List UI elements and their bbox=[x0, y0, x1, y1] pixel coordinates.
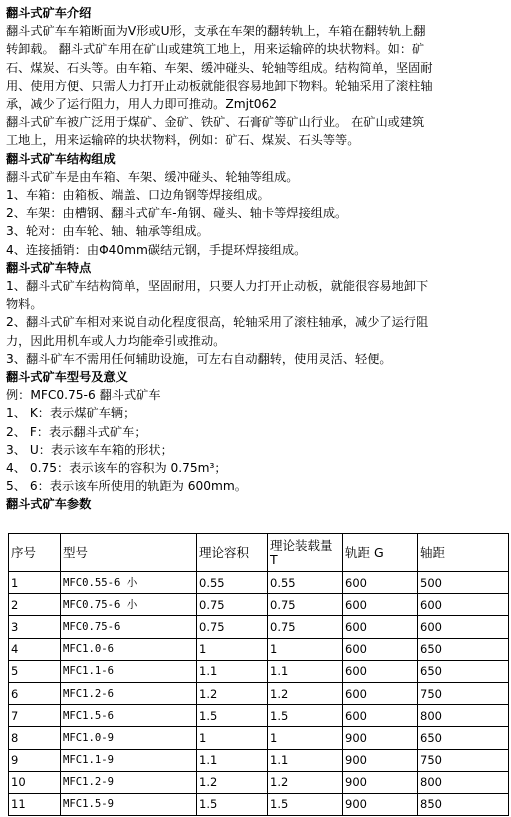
section-heading: 翻斗式矿车参数 bbox=[6, 497, 92, 512]
paragraph-line: 用、使用方便、只需人力打开止动板就能很容易地卸下物料。轮轴采用了滚柱轴 bbox=[6, 78, 433, 93]
header-wheelbase: 轴距 bbox=[418, 534, 509, 572]
table-row bbox=[9, 771, 509, 793]
table-row bbox=[9, 682, 509, 704]
cell-load: 1.5 bbox=[268, 793, 343, 815]
cell-gauge: 600 bbox=[343, 682, 418, 704]
cell-model: MFC0.55-6 小 bbox=[61, 572, 197, 594]
cell-wheelbase: 500 bbox=[418, 572, 509, 594]
table-row bbox=[9, 594, 509, 616]
cell-gauge: 600 bbox=[343, 616, 418, 638]
table-row bbox=[9, 705, 509, 727]
cell-volume: 1.5 bbox=[197, 705, 268, 727]
cell-load: 1.1 bbox=[268, 660, 343, 682]
cell-gauge: 900 bbox=[343, 771, 418, 793]
cell-volume: 1.1 bbox=[197, 660, 268, 682]
cell-gauge: 600 bbox=[343, 594, 418, 616]
table-row bbox=[9, 749, 509, 771]
cell-index: 3 bbox=[9, 616, 61, 638]
cell-volume: 1 bbox=[197, 638, 268, 660]
cell-wheelbase: 650 bbox=[418, 660, 509, 682]
section-heading: 翻斗式矿车结构组成 bbox=[6, 151, 116, 166]
paragraph-line: 翻斗式矿车是由车箱、车架、缓冲碰头、轮轴等组成。 bbox=[6, 169, 299, 184]
paragraph-line: 3、 U：表示该车车箱的形状； bbox=[6, 442, 173, 457]
cell-volume: 0.75 bbox=[197, 616, 268, 638]
cell-model: MFC1.2-6 bbox=[61, 682, 197, 704]
cell-gauge: 900 bbox=[343, 727, 418, 749]
cell-load: 0.75 bbox=[268, 616, 343, 638]
cell-model: MFC1.2-9 bbox=[61, 771, 197, 793]
cell-index: 1 bbox=[9, 572, 61, 594]
cell-gauge: 600 bbox=[343, 660, 418, 682]
cell-volume: 1.2 bbox=[197, 682, 268, 704]
cell-index: 10 bbox=[9, 771, 61, 793]
cell-index: 8 bbox=[9, 727, 61, 749]
section-heading: 翻斗式矿车特点 bbox=[6, 260, 92, 275]
header-model: 型号 bbox=[61, 534, 197, 572]
cell-load: 1 bbox=[268, 638, 343, 660]
paragraph-line: 力，因此用机车或人力均能牵引或推动。 bbox=[6, 333, 226, 348]
cell-wheelbase: 600 bbox=[418, 594, 509, 616]
cell-index: 4 bbox=[9, 638, 61, 660]
cell-index: 6 bbox=[9, 682, 61, 704]
cell-volume: 1.1 bbox=[197, 749, 268, 771]
section-heading: 翻斗式矿车型号及意义 bbox=[6, 370, 128, 385]
header-index: 序号 bbox=[9, 534, 61, 572]
document-body bbox=[6, 4, 506, 514]
table-header-row bbox=[9, 534, 509, 572]
table-row bbox=[9, 793, 509, 815]
cell-model: MFC1.5-6 bbox=[61, 705, 197, 727]
paragraph-line: 例：MFC0.75-6 翻斗式矿车 bbox=[6, 388, 161, 403]
cell-volume: 1.5 bbox=[197, 793, 268, 815]
header-volume: 理论容积 bbox=[197, 534, 268, 572]
paragraph-line: 物料。 bbox=[6, 297, 43, 312]
cell-model: MFC0.75-6 小 bbox=[61, 594, 197, 616]
paragraph-line: 1、车箱：由箱板、端盖、口边角钢等焊接组成。 bbox=[6, 188, 270, 203]
paragraph-line: 石、煤炭、石头等。由车箱、车架、缓冲碰头、轮轴等组成。结构简单，坚固耐 bbox=[6, 60, 433, 75]
cell-load: 1.2 bbox=[268, 771, 343, 793]
table-row bbox=[9, 572, 509, 594]
cell-model: MFC1.1-6 bbox=[61, 660, 197, 682]
cell-volume: 0.75 bbox=[197, 594, 268, 616]
paragraph-line: 2、车架：由槽钢、翻斗式矿车-角钢、碰头、轴卡等焊接组成。 bbox=[6, 206, 348, 221]
cell-load: 1 bbox=[268, 727, 343, 749]
cell-volume: 1 bbox=[197, 727, 268, 749]
paragraph-line: 翻斗式矿车车箱断面为V形或U形，支承在车架的翻转轨上，车箱在翻转轨上翻 bbox=[6, 24, 426, 39]
paragraph-line: 3、翻斗矿车不需用任何辅助设施，可左右自动翻转，使用灵活、轻便。 bbox=[6, 351, 392, 366]
paragraph-line: 2、 F：表示翻斗式矿车； bbox=[6, 424, 147, 439]
cell-wheelbase: 650 bbox=[418, 727, 509, 749]
paragraph-line: 1、翻斗式矿车结构简单，坚固耐用，只要人力打开止动板，就能很容易地卸下 bbox=[6, 279, 429, 294]
cell-load: 0.55 bbox=[268, 572, 343, 594]
paragraph-line: 3、轮对：由车轮、轴、轴承等组成。 bbox=[6, 224, 209, 239]
cell-wheelbase: 800 bbox=[418, 771, 509, 793]
cell-gauge: 600 bbox=[343, 572, 418, 594]
cell-wheelbase: 650 bbox=[418, 638, 509, 660]
parameters-table bbox=[8, 533, 509, 816]
cell-gauge: 900 bbox=[343, 749, 418, 771]
cell-index: 11 bbox=[9, 793, 61, 815]
section-heading: 翻斗式矿车介绍 bbox=[6, 6, 92, 20]
cell-gauge: 600 bbox=[343, 705, 418, 727]
paragraph-line: 4、 0.75：表示该车的容积为 0.75m³； bbox=[6, 461, 227, 476]
table-row bbox=[9, 727, 509, 749]
cell-index: 9 bbox=[9, 749, 61, 771]
cell-gauge: 600 bbox=[343, 638, 418, 660]
cell-wheelbase: 600 bbox=[418, 616, 509, 638]
cell-volume: 0.55 bbox=[197, 572, 268, 594]
paragraph-line: 工地上，用来运输碎的块状物料，例如：矿石、煤炭、石头等等。 bbox=[6, 133, 360, 148]
paragraph-line: 4、连接插销：由Φ40mm碳结元钢，手提环焊接组成。 bbox=[6, 242, 307, 257]
cell-model: MFC1.5-9 bbox=[61, 793, 197, 815]
cell-wheelbase: 800 bbox=[418, 705, 509, 727]
cell-wheelbase: 750 bbox=[418, 749, 509, 771]
paragraph-line: 承，减少了运行阻力，用人力即可推动。Zmjt062 bbox=[6, 97, 278, 112]
cell-index: 7 bbox=[9, 705, 61, 727]
paragraph-line: 1、 K：表示煤矿车辆； bbox=[6, 406, 136, 421]
paragraph-line: 5、 6：表示该车所使用的轨距为 600mm。 bbox=[6, 479, 247, 494]
cell-index: 5 bbox=[9, 660, 61, 682]
table-row bbox=[9, 660, 509, 682]
header-gauge: 轨距 G bbox=[343, 534, 418, 572]
table-row bbox=[9, 616, 509, 638]
cell-load: 1.5 bbox=[268, 705, 343, 727]
cell-model: MFC1.0-9 bbox=[61, 727, 197, 749]
table-row bbox=[9, 638, 509, 660]
cell-volume: 1.2 bbox=[197, 771, 268, 793]
cell-load: 1.1 bbox=[268, 749, 343, 771]
cell-model: MFC0.75-6 bbox=[61, 616, 197, 638]
cell-load: 0.75 bbox=[268, 594, 343, 616]
cell-index: 2 bbox=[9, 594, 61, 616]
cell-model: MFC1.1-9 bbox=[61, 749, 197, 771]
header-load: 理论装载量 T bbox=[268, 534, 343, 572]
paragraph-line: 2、翻斗式矿车相对来说自动化程度很高，轮轴采用了滚柱轴承，减少了运行阻 bbox=[6, 315, 429, 330]
cell-model: MFC1.0-6 bbox=[61, 638, 197, 660]
cell-wheelbase: 750 bbox=[418, 682, 509, 704]
cell-load: 1.2 bbox=[268, 682, 343, 704]
cell-wheelbase: 850 bbox=[418, 793, 509, 815]
cell-gauge: 900 bbox=[343, 793, 418, 815]
paragraph-line: 转卸载。 翻斗式矿车用在矿山或建筑工地上，用来运输碎的块状物料。如：矿 bbox=[6, 42, 425, 57]
paragraph-line: 翻斗式矿车被广泛用于煤矿、金矿、铁矿、石膏矿等矿山行业。 在矿山或建筑 bbox=[6, 115, 425, 130]
